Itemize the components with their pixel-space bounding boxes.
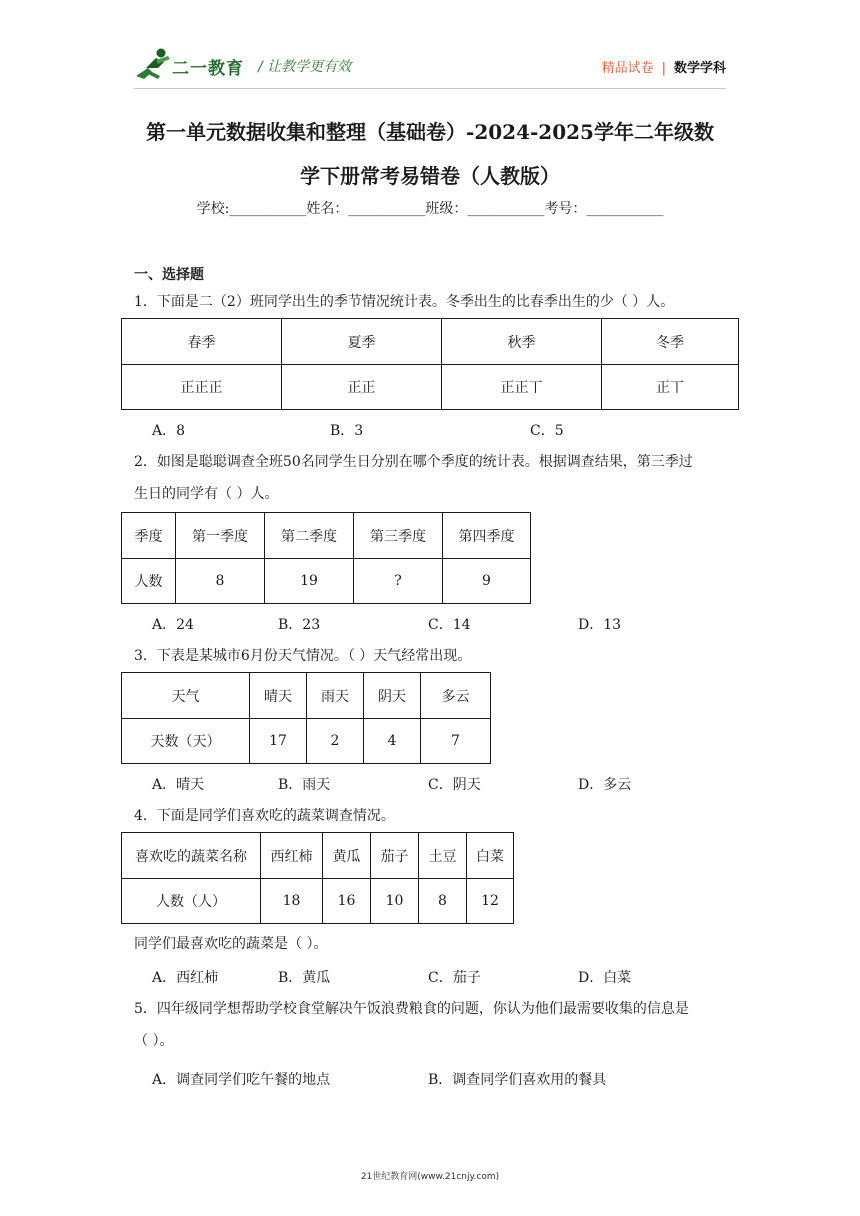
question-3-stem: 3．下表是某城市6月份天气情况。（ ）天气经常出现。 — [134, 648, 472, 664]
page-title-line1: 第一单元数据收集和整理（基础卷）-2024-2025学年二年级数 — [146, 120, 714, 144]
table-cell: 西红柿 — [261, 833, 323, 879]
table-cell: 18 — [261, 879, 323, 924]
option-b[interactable]: B．3 — [330, 423, 364, 439]
table-cell: 第四季度 — [443, 513, 531, 559]
table-row — [122, 559, 531, 604]
question-5-stem-line2: （ ）。 — [134, 1033, 174, 1049]
table-cell: 9 — [443, 559, 531, 604]
question-3-table — [121, 672, 491, 764]
option-c[interactable]: C．14 — [428, 617, 471, 633]
table-cell: 天气 — [122, 673, 250, 719]
table-cell: 8 — [176, 559, 265, 604]
table-cell: 第二季度 — [265, 513, 354, 559]
tag-quality-paper: 精品试卷 — [601, 61, 654, 76]
question-4-prompt: 同学们最喜欢吃的蔬菜是（ ）。 — [134, 936, 328, 952]
table-cell: 冬季 — [602, 319, 739, 365]
table-cell: 人数（人） — [122, 879, 261, 924]
page-footer: 21世纪教育网(www.21cnjy.com) — [360, 1172, 500, 1182]
option-b[interactable]: B．雨天 — [278, 777, 331, 793]
header-tags — [602, 57, 726, 76]
section-heading: 一、选择题 — [134, 267, 204, 283]
table-cell: 16 — [323, 879, 371, 924]
tag-separator: | — [661, 61, 666, 76]
option-d[interactable]: D．白菜 — [578, 970, 632, 986]
student-info-line: 学校:___________姓名：___________班级：___________考号：___________ — [196, 201, 664, 217]
table-header-row — [122, 673, 491, 719]
option-a[interactable]: A．8 — [152, 423, 186, 439]
table-row — [122, 719, 491, 764]
table-cell: 雨天 — [307, 673, 364, 719]
table-cell: 8 — [419, 879, 467, 924]
table-cell: 夏季 — [282, 319, 442, 365]
question-2-stem-line1: 2．如图是聪聪调查全班50名同学生日分别在哪个季度的统计表。根据调查结果，第三季过 — [134, 454, 693, 470]
logo-text: 二一教育 — [172, 59, 244, 79]
table-cell: 春季 — [122, 319, 282, 365]
table-cell: 第三季度 — [354, 513, 443, 559]
option-d[interactable]: D．13 — [578, 617, 622, 633]
table-cell: 人数 — [122, 559, 176, 604]
slogan: / 让教学更有效 — [258, 59, 352, 75]
question-2-table — [121, 512, 531, 604]
question-4-table — [121, 832, 514, 924]
question-2-stem-line2: 生日的同学有（ ）人。 — [134, 486, 279, 502]
question-4-stem: 4．下面是同学们喜欢吃的蔬菜调查情况。 — [134, 808, 395, 824]
option-b[interactable]: B．23 — [278, 617, 321, 633]
table-cell: 季度 — [122, 513, 176, 559]
option-c[interactable]: C．茄子 — [428, 970, 481, 986]
table-header-row — [122, 833, 514, 879]
table-cell: 17 — [250, 719, 307, 764]
table-cell: 天数（天） — [122, 719, 250, 764]
running-figure-logo-icon — [134, 46, 172, 80]
option-a[interactable]: A．西红柿 — [152, 970, 219, 986]
option-d[interactable]: D．多云 — [578, 777, 632, 793]
option-a[interactable]: A．晴天 — [152, 777, 205, 793]
table-row — [122, 879, 514, 924]
option-a[interactable]: A．24 — [152, 617, 194, 633]
table-cell: 黄瓜 — [323, 833, 371, 879]
table-cell: 正正正 — [122, 365, 282, 410]
table-cell: 土豆 — [419, 833, 467, 879]
table-cell: 白菜 — [467, 833, 514, 879]
option-b[interactable]: B．黄瓜 — [278, 970, 331, 986]
table-cell: 第一季度 — [176, 513, 265, 559]
table-header-row — [122, 319, 739, 365]
table-row — [122, 365, 739, 410]
table-cell: 10 — [371, 879, 419, 924]
table-cell: 4 — [364, 719, 421, 764]
table-cell: 正正丅 — [442, 365, 602, 410]
question-5-stem-line1: 5．四年级同学想帮助学校食堂解决午饭浪费粮食的问题，你认为他们最需要收集的信息是 — [134, 1001, 689, 1017]
table-cell: 茄子 — [371, 833, 419, 879]
table-cell: 19 — [265, 559, 354, 604]
page-header — [0, 0, 860, 90]
table-cell: 多云 — [421, 673, 491, 719]
table-cell: 正丅 — [602, 365, 739, 410]
option-c[interactable]: C．5 — [530, 423, 564, 439]
tag-subject: 数学学科 — [673, 61, 726, 76]
table-header-row — [122, 513, 531, 559]
table-cell: 2 — [307, 719, 364, 764]
option-c[interactable]: C．阴天 — [428, 777, 481, 793]
page-title-line2: 学下册常考易错卷（人教版） — [300, 164, 560, 188]
question-1-stem: 1．下面是二（2）班同学出生的季节情况统计表。冬季出生的比春季出生的少（ ）人。 — [134, 294, 675, 310]
table-cell: 阴天 — [364, 673, 421, 719]
table-cell: 正正 — [282, 365, 442, 410]
question-2-stem — [134, 448, 734, 508]
table-cell: 晴天 — [250, 673, 307, 719]
table-cell: 12 — [467, 879, 514, 924]
table-cell: ? — [354, 559, 443, 604]
table-cell: 7 — [421, 719, 491, 764]
question-5-stem — [134, 995, 734, 1055]
header-divider — [134, 88, 726, 89]
question-1-table — [121, 318, 739, 410]
option-a[interactable]: A．调查同学们吃午餐的地点 — [152, 1072, 331, 1088]
table-cell: 喜欢吃的蔬菜名称 — [122, 833, 261, 879]
table-cell: 秋季 — [442, 319, 602, 365]
option-b[interactable]: B．调查同学们喜欢用的餐具 — [428, 1072, 607, 1088]
